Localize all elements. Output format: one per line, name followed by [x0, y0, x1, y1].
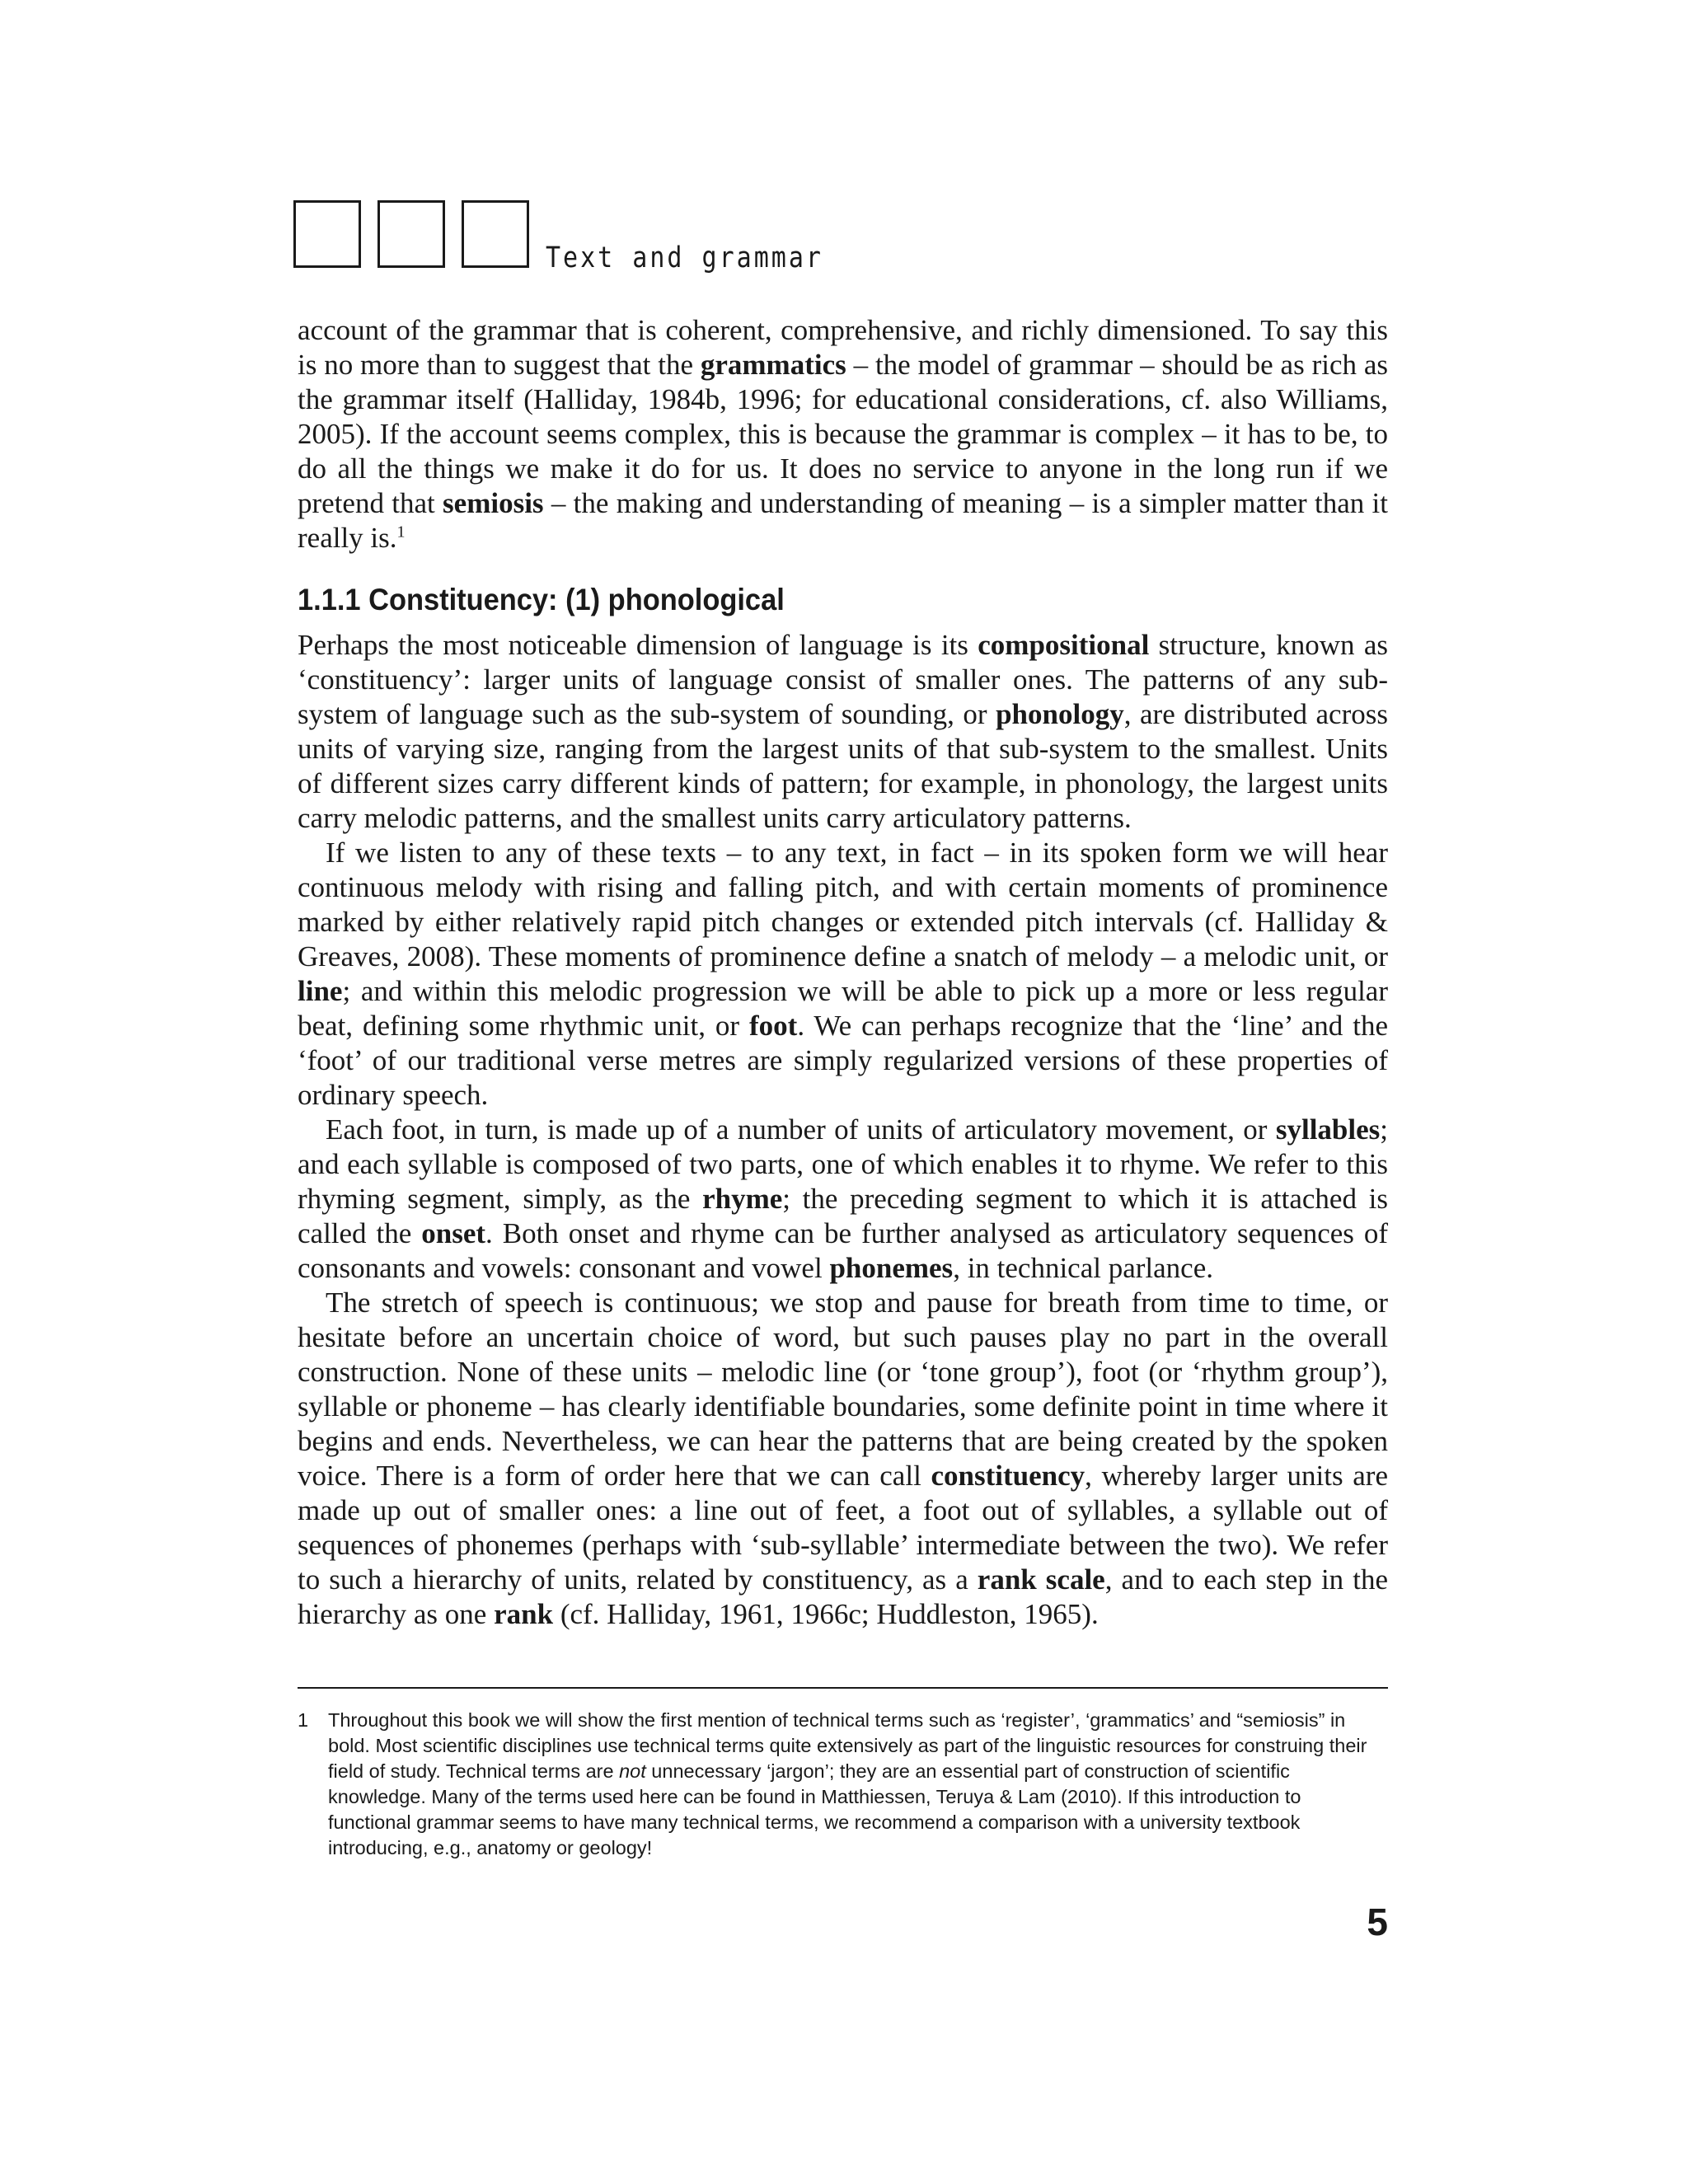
term-syllables: syllables — [1275, 1113, 1381, 1146]
term-rank-scale: rank scale — [977, 1563, 1105, 1596]
paragraph: Each foot, in turn, is made up of a number of units of articulatory movement, or syllables; and each syllable is composed of two parts, one of which enables it to rhyme. We refer to this rhyming segment, simply, as the rhyme; the preceding segment to which it is attached is called the onset. Both onset and rhyme can be further analysed as articulatory sequences of consonants and vowels: consonant and vowel phonemes, in technical parlance. — [298, 1113, 1389, 1284]
term-line: line — [298, 975, 343, 1007]
header-box-decoration — [377, 200, 445, 268]
main-text — [298, 313, 1388, 1632]
term-semiosis: semiosis — [443, 487, 544, 519]
term-compositional: compositional — [978, 629, 1150, 661]
term-phonemes: phonemes — [829, 1252, 954, 1284]
footnote-marker: 1 — [298, 1709, 309, 1731]
paragraph: If we listen to any of these texts – to any text, in fact – in its spoken form we will hear continuous melody with rising and falling pitch, and with certain moments of prominence marked by either relatively rapid pitch changes or extended pitch intervals (cf. Halliday & Greaves, 2008). These moments of prominence define a snatch of melody – a melodic unit, or line; and within this melodic progression we will be able to pick up a more or less regular beat, defining some rhythmic unit, or foot. We can perhaps recognize that the ‘line’ and the ‘foot’ of our traditional verse metres are simply regularized versions of these properties of ordinary speech. — [298, 837, 1388, 1111]
footnote — [298, 1708, 1388, 1861]
term-rank: rank — [494, 1598, 554, 1630]
running-head-title: Text and grammar — [546, 241, 823, 275]
paragraph: Perhaps the most noticeable dimension of language is its compositional structure, known as ‘constituency’: larger units of language consist of smaller ones. The patterns of any sub-system of language such as the sub-system of sounding, or phonology, are distributed across units of varying size, ranging from the largest units of that sub-system to the smallest. Units of different sizes carry different kinds of pattern; for example, in phonology, the largest units carry melodic patterns, and the smallest units carry articulatory patterns. — [298, 629, 1388, 834]
term-grammatics: grammatics — [700, 349, 846, 381]
term-constituency: constituency — [931, 1460, 1085, 1492]
header-box-decoration — [462, 200, 529, 268]
header-box-decoration — [293, 200, 361, 268]
footnote-text: Throughout this book we will show the first mention of technical terms such as ‘register’, ‘grammatics’ and “semiosis” in bold. Most scientific disciplines use technical terms quite extensively as part of the linguistic resources for construing their field of study. Technical terms are not unnecessary ‘jargon’; they are an essential part of construction of scientific knowledge. Many of the terms used here can be found in Matthiessen, Teruya & Lam (2010). If this introduction to functional grammar seems to have many technical terms, we recommend a comparison with a university textbook introducing, e.g., anatomy or geology! — [328, 1709, 1367, 1858]
term-rhyme: rhyme — [702, 1183, 783, 1215]
footnote-divider — [298, 1687, 1388, 1689]
term-onset: onset — [421, 1217, 486, 1249]
term-phonology: phonology — [996, 698, 1124, 730]
footnote-reference[interactable]: 1 — [396, 523, 406, 541]
term-foot: foot — [749, 1010, 798, 1042]
section-heading: 1.1.1 Constituency: (1) phonological — [298, 583, 785, 616]
intro-paragraph: account of the grammar that is coherent, comprehensive, and richly dimensioned. To say this is no more than to suggest that the grammatics – the model of grammar – should be as rich as the grammar itself (Halliday, 1984b, 1996; for educational considerations, cf. also Williams, 2005). If the account seems complex, this is because the grammar is complex – it has to be, to do all the things we make it do for us. It does no service to anyone in the long run if we pretend that semiosis – the making and understanding of meaning – is a simpler matter than it really is.$^1$ — [298, 314, 1388, 554]
page-number: 5 — [1367, 1900, 1388, 1943]
paragraph: The stretch of speech is continuous; we stop and pause for breath from time to time, or hesitate before an uncertain choice of word, but such pauses play no part in the overall construction. None of these units – melodic line (or ‘tone group’), foot (or ‘rhythm group’), syllable or phoneme – has clearly identifiable boundaries, some definite point in time where it begins and ends. Nevertheless, we can hear the patterns that are being created by the spoken voice. There is a form of order here that we can call constituency, whereby larger units are made up out of smaller ones: a line out of feet, a foot out of syllables, a syllable out of sequences of phonemes (perhaps with ‘sub-syllable’ intermediate between the two). We refer to such a hierarchy of units, related by constituency, as a rank scale, and to each step in the hierarchy as one rank (cf. Halliday, 1961, 1966c; Huddleston, 1965). — [298, 1286, 1388, 1630]
